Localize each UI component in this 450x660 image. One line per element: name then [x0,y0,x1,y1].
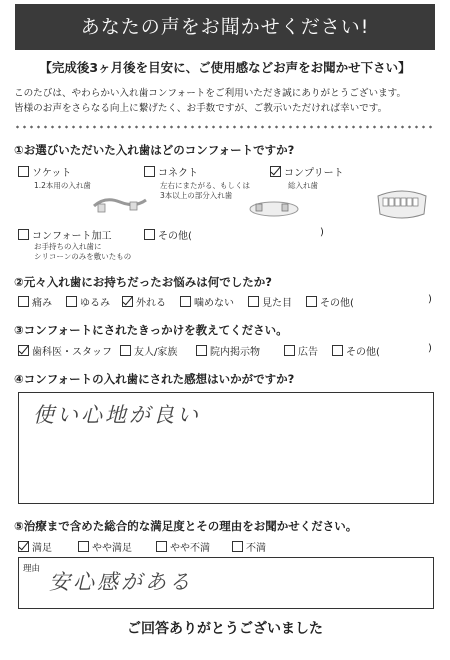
q3-other-close: ) [428,343,432,354]
dotted-divider [14,124,436,130]
question-1: ①お選びいただいた入れ歯はどのコンフォートですか? [14,143,295,157]
q1-connect-label: コネクト [158,168,198,179]
q1-complete-note: 総入れ歯 [288,181,318,190]
q3-friend-family-checkbox[interactable] [120,345,131,356]
q5-reason-box[interactable] [18,557,434,609]
q1-processing-label: コンフォート加工 [32,231,112,242]
q5-option-somewhat-dissatisfied[interactable] [156,539,210,554]
q1-connect-checkbox[interactable] [144,166,155,177]
q3-other-label: その他( [346,347,380,358]
q3-option-dentist-staff[interactable] [18,343,112,358]
connect-denture-image [246,196,302,220]
q2-option-loose[interactable] [66,294,110,309]
q1-option-socket[interactable] [18,164,71,179]
q3-option-advertisement[interactable] [284,343,318,358]
q4-handwritten-answer: 使い心地が良い [33,403,201,427]
q1-processing-note-line-1: お手持ちの入れ歯に [34,242,102,251]
q3-option-in-clinic-poster[interactable] [196,343,260,358]
q5-somewhat-dissatisfied-label: やや不満 [170,543,210,554]
question-3: ③コンフォートにされたきっかけを教えてください。 [14,323,288,337]
q2-cannot-chew-label: 噛めない [194,298,234,309]
q1-option-connect[interactable] [144,164,198,179]
q2-option-other[interactable] [306,294,354,309]
q3-dentist-staff-checkbox[interactable] [18,345,29,356]
q1-connect-note [160,181,250,201]
q3-friend-family-label: 友人/家族 [134,347,178,358]
question-2: ②元々入れ歯にお持ちだったお悩みは何でしたか? [14,275,272,289]
thank-you-message: ご回答ありがとうございました [127,621,323,637]
q2-other-close: ) [428,294,432,305]
q1-other-close: ) [320,227,324,238]
q2-loose-label: ゆるみ [80,298,110,309]
intro-line-2: 皆様のお声をさらなる向上に繋げたく、お手数ですが、ご教示いただければ幸いです。 [14,103,388,114]
q5-dissatisfied-label: 不満 [246,543,266,554]
q5-option-dissatisfied[interactable] [232,539,266,554]
q1-processing-note-line-2: シリコーンのみを敷いたもの [34,252,132,261]
q5-dissatisfied-checkbox[interactable] [232,541,243,552]
subheading: 【完成後3ヶ月後を目安に、ご使用感などお声をお聞かせ下さい】 [39,60,411,75]
q3-other-checkbox[interactable] [332,345,343,356]
q2-other-label: その他( [320,298,354,309]
q5-somewhat-dissatisfied-checkbox[interactable] [156,541,167,552]
q1-complete-label: コンプリート [284,168,344,179]
q5-option-somewhat-satisfied[interactable] [78,539,132,554]
q5-option-satisfied[interactable] [18,539,52,554]
question-5: ⑤治療まで含めた総合的な満足度とその理由をお聞かせください。 [14,519,358,533]
title-banner: あなたの声をお聞かせください! [15,4,435,50]
q3-advertisement-label: 広告 [298,347,318,358]
q3-option-friend-family[interactable] [120,343,177,358]
q2-option-falls-out[interactable] [122,294,166,309]
q1-other-label: その他( [158,231,192,242]
q2-appearance-checkbox[interactable] [248,296,259,307]
q2-option-pain[interactable] [18,294,52,309]
q1-complete-checkbox[interactable] [270,166,281,177]
q2-falls-out-label: 外れる [136,298,166,309]
q1-socket-checkbox[interactable] [18,166,29,177]
complete-denture-image [374,186,430,222]
q3-in-clinic-poster-label: 院内掲示物 [210,347,260,358]
q3-advertisement-checkbox[interactable] [284,345,295,356]
q1-socket-label: ソケット [32,168,72,179]
q5-satisfied-checkbox[interactable] [18,541,29,552]
q5-satisfied-label: 満足 [32,543,52,554]
q2-pain-checkbox[interactable] [18,296,29,307]
q1-socket-note: 1.2本用の入れ歯 [34,181,91,190]
intro-line-1: このたびは、やわらかい入れ歯コンフォートをご利用いただき誠にありがとうございます。 [14,88,407,99]
q1-connect-note-line-1: 左右にまたがる、もしくは [160,181,250,190]
q1-connect-note-line-2: 3本以上の部分入れ歯 [160,191,233,200]
partial-denture-image [90,192,150,218]
q3-in-clinic-poster-checkbox[interactable] [196,345,207,356]
q4-answer-box[interactable] [18,392,434,504]
q5-somewhat-satisfied-label: やや満足 [92,543,132,554]
q1-option-comfort-processing[interactable] [18,227,112,242]
q1-option-complete[interactable] [270,164,344,179]
q1-option-other[interactable] [144,227,192,242]
q2-option-cannot-chew[interactable] [180,294,234,309]
q2-cannot-chew-checkbox[interactable] [180,296,191,307]
q3-option-other[interactable] [332,343,380,358]
q3-dentist-staff-label: 歯科医・スタッフ [32,347,112,358]
q5-reason-label: 理由 [23,564,41,574]
q2-falls-out-checkbox[interactable] [122,296,133,307]
q1-other-checkbox[interactable] [144,229,155,240]
q2-loose-checkbox[interactable] [66,296,77,307]
q2-appearance-label: 見た目 [262,298,292,309]
question-4: ④コンフォートの入れ歯にされた感想はいかがですか? [14,372,295,386]
q1-processing-note [34,242,131,262]
q2-other-checkbox[interactable] [306,296,317,307]
q2-option-appearance[interactable] [248,294,292,309]
q2-pain-label: 痛み [32,298,52,309]
q5-somewhat-satisfied-checkbox[interactable] [78,541,89,552]
intro-text [14,86,440,116]
q5-handwritten-reason: 安心感がある [49,570,193,594]
q1-processing-checkbox[interactable] [18,229,29,240]
